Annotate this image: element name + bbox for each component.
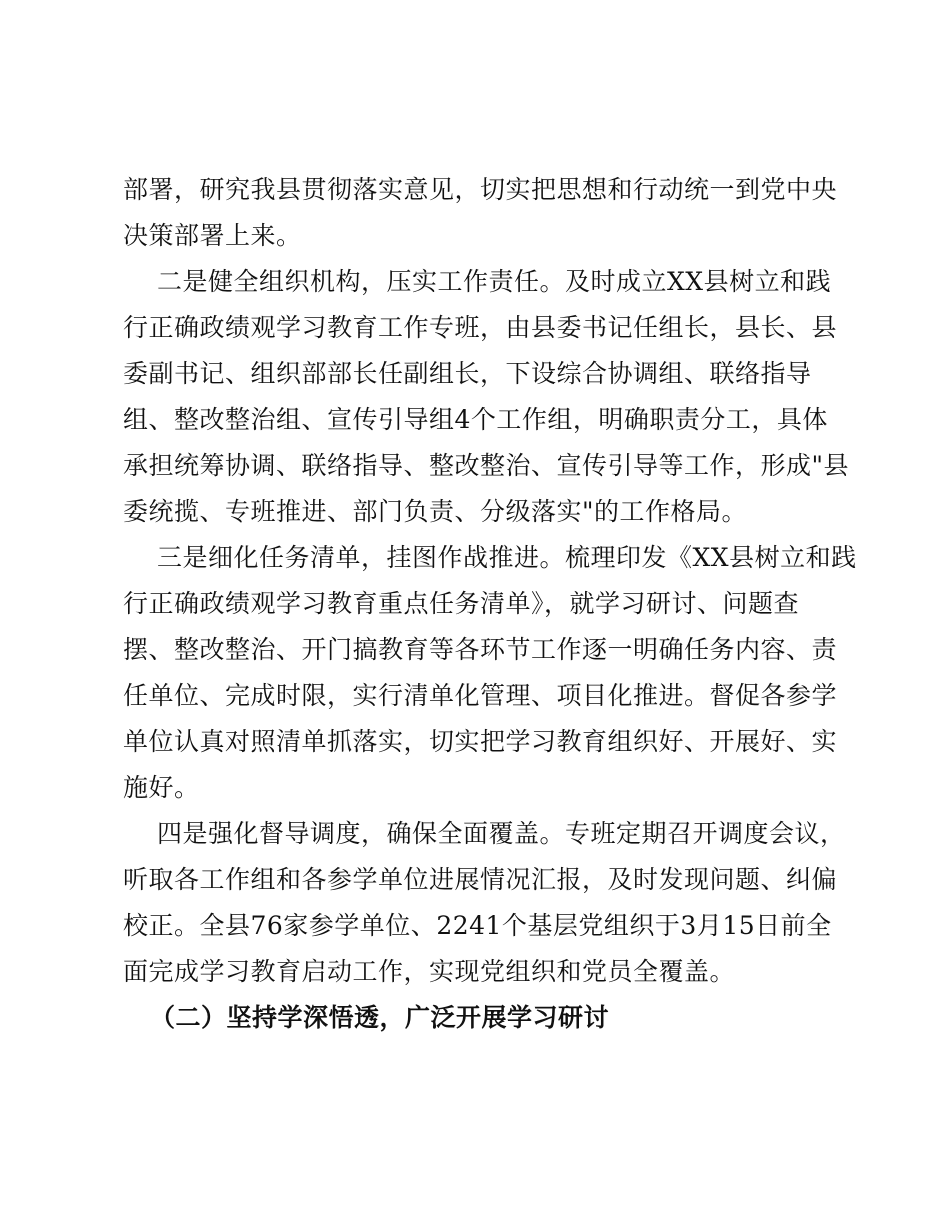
text-line: 摆、整改整治、开门搞教育等各环节工作逐一明确任务内容、责 xyxy=(123,635,838,664)
text-line: 委统揽、专班推进、部门负责、分级落实"的工作格局。 xyxy=(123,497,748,526)
text-line: 决策部署上来。 xyxy=(123,221,302,250)
text-line: 校正。全县76家参学单位、2241个基层党组织于3月15日前全 xyxy=(123,911,832,940)
paragraph-2-line: 二是健全组织机构，压实工作责任。及时成立XX县树立和践 xyxy=(157,267,832,296)
paragraph-3-line: 三是细化任务清单，挂图作战推进。梳理印发《XX县树立和践 xyxy=(157,543,857,572)
text-line: 部署，研究我县贯彻落实意见，切实把思想和行动统一到党中央 xyxy=(123,175,838,204)
paragraph-4-line: 四是强化督导调度，确保全面覆盖。专班定期召开调度会议， xyxy=(157,819,846,848)
text-line: 听取各工作组和各参学单位进展情况汇报，及时发现问题、纠偏 xyxy=(123,865,838,894)
text-line: 单位认真对照清单抓落实，切实把学习教育组织好、开展好、实 xyxy=(123,727,838,756)
text-line: 承担统筹协调、联络指导、整改整治、宣传引导等工作，形成"县 xyxy=(123,451,850,480)
text-line: 面完成学习教育启动工作，实现党组织和党员全覆盖。 xyxy=(123,957,736,986)
text-line: 行正确政绩观学习教育重点任务清单》，就学习研讨、问题查 xyxy=(123,589,800,618)
text-line: 行正确政绩观学习教育工作专班，由县委书记任组长，县长、县 xyxy=(123,313,838,342)
text-line: 组、整改整治组、宣传引导组4个工作组，明确职责分工，具体 xyxy=(123,405,828,434)
text-line: 任单位、完成时限，实行清单化管理、项目化推进。督促各参学 xyxy=(123,681,838,710)
text-line: 委副书记、组织部部长任副组长，下设综合协调组、联络指导 xyxy=(123,359,812,388)
section-heading: （二）坚持学深悟透，广泛开展学习研讨 xyxy=(150,1003,610,1032)
text-line: 施好。 xyxy=(123,773,200,802)
